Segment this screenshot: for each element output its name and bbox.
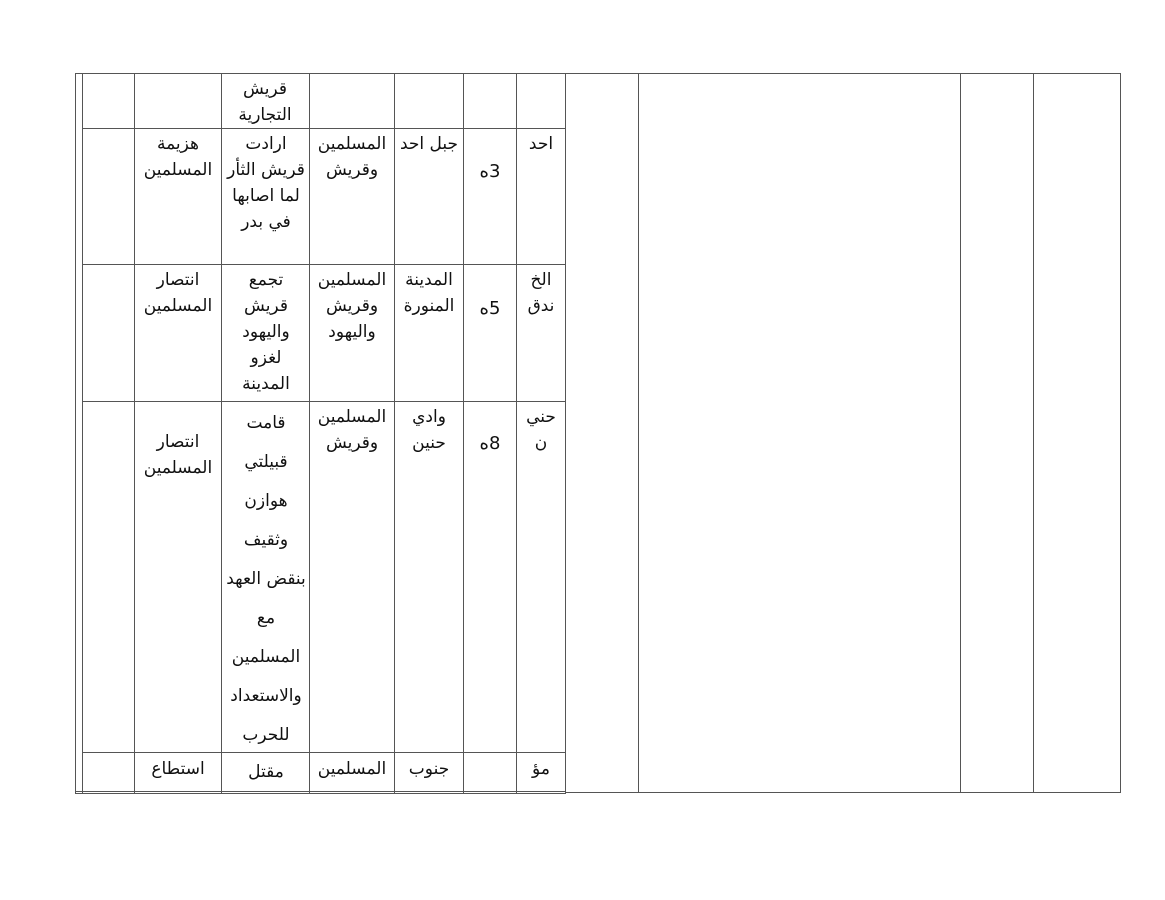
table-cell-cause: تجمع قريش واليهود لغزو المدينة (242, 270, 290, 394)
table-cell-cause: مقتل (248, 762, 284, 782)
table-cell-battle: احد (528, 134, 554, 154)
table-cell-date: 3ه (479, 161, 501, 182)
table-cell-battle: مؤ (532, 759, 550, 779)
column-divider (516, 73, 517, 793)
table-cell-battle: الخ ندق (527, 270, 555, 316)
table-border-top (566, 73, 1121, 74)
column-divider (309, 73, 310, 793)
table-cell-result: انتصار المسلمين (143, 270, 213, 316)
table-cell-date: 8ه (479, 433, 501, 454)
row-divider (82, 128, 566, 129)
column-divider (463, 73, 464, 793)
table-cell-parties: المسلمين وقريش (317, 407, 387, 453)
row-divider (82, 752, 566, 753)
table-border-right (565, 73, 566, 793)
table-cell-result: هزيمة المسلمين (143, 134, 213, 180)
row-divider (82, 264, 566, 265)
table-cell-result: استطاع (151, 759, 205, 779)
table-cell-place: المدينة المنورة (403, 270, 455, 316)
table-cell-date: 5ه (479, 298, 501, 319)
table-cell-place: جبل احد (399, 134, 459, 154)
row-divider (82, 401, 566, 402)
table-cell-parties: المسلمين (317, 759, 387, 779)
table-border-top (75, 73, 566, 74)
table-border-bottom (566, 792, 1121, 793)
table-cell-battle: حني ن (526, 407, 556, 453)
table-cell-place: جنوب (408, 759, 450, 779)
table-cell-result: انتصار المسلمين (143, 432, 213, 478)
table-border-left-outer (75, 73, 76, 793)
table-cell-cause: قريش التجارية (238, 79, 292, 125)
table-border-bottom-inner (75, 791, 566, 792)
table-border-right (1120, 73, 1121, 793)
column-divider (394, 73, 395, 793)
column-divider (221, 73, 222, 793)
table-cell-cause: ارادت قريش الثأر لما اصابها في بدر (227, 134, 305, 232)
table-border-left-inner (82, 73, 83, 793)
table-cell-cause: قامت قبيلتي هوازن وثقيف بنقض العهد مع المسلمين والاستعداد للحرب (226, 413, 306, 745)
column-divider (638, 73, 639, 793)
table-cell-parties: المسلمين وقريش (317, 134, 387, 180)
column-divider (134, 73, 135, 793)
table-cell-place: وادي حنين (412, 407, 446, 453)
column-divider (1033, 73, 1034, 793)
table-cell-parties: المسلمين وقريش واليهود (317, 270, 387, 342)
table-border-bottom-outer (75, 793, 566, 794)
column-divider (960, 73, 961, 793)
